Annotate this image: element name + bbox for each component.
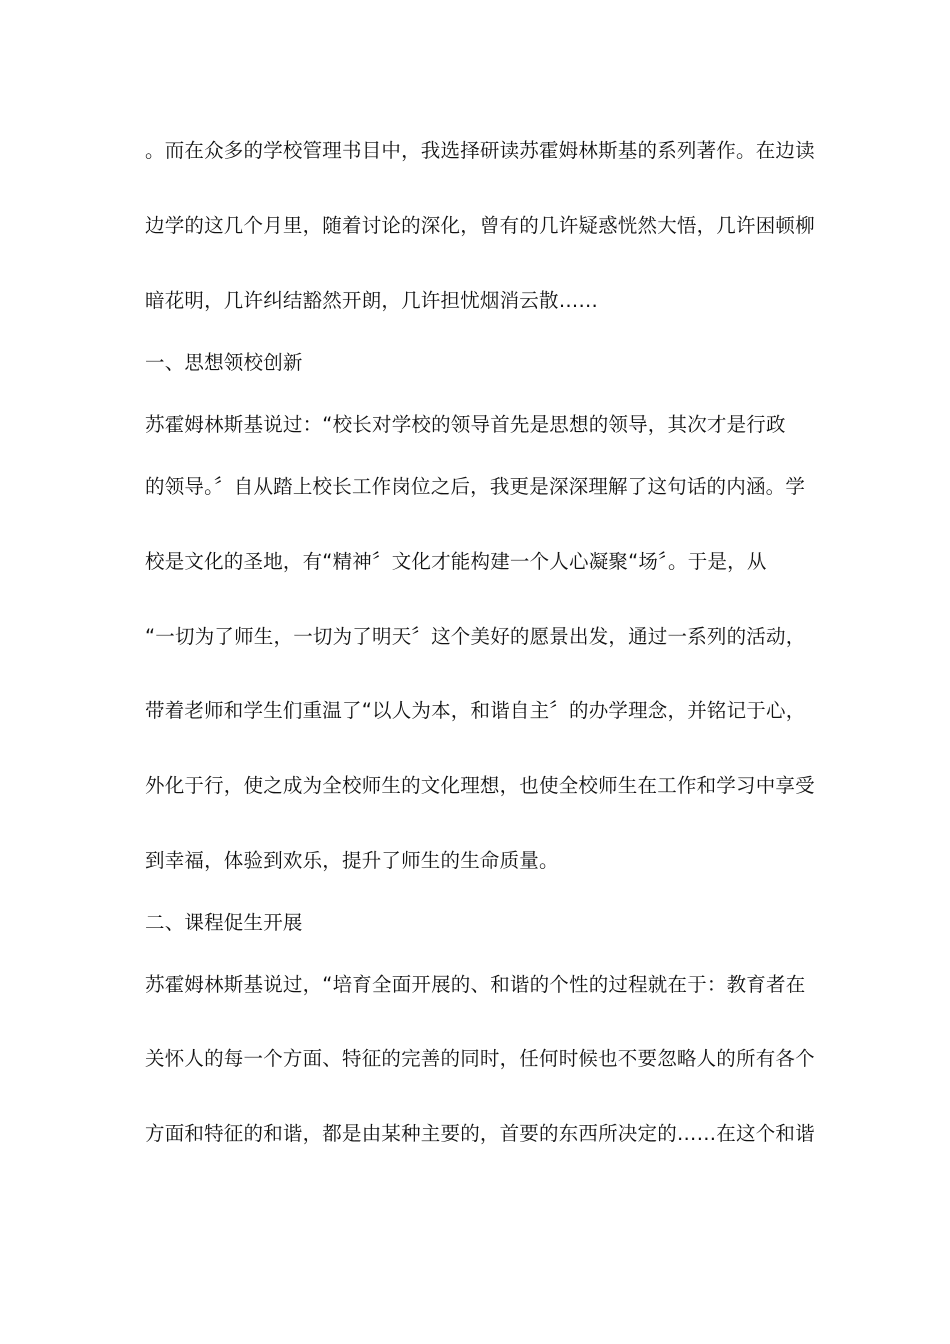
paragraph-line-13: 方面和特征的和谐，都是由某种主要的，首要的东西所决定的……在这个和谐 <box>145 1122 815 1145</box>
paragraph-line-9: 外化于行，使之成为全校师生的文化理想，也使全校师生在工作和学习中享受 <box>145 774 815 797</box>
paragraph-line-7: “一切为了师生，一切为了明天〞这个美好的愿景出发，通过一系列的活动， <box>145 625 806 648</box>
paragraph-line-3: 暗花明，几许纠结豁然开朗，几许担忧烟消云散…… <box>145 289 599 312</box>
paragraph-line-2: 边学的这几个月里，随着讨论的深化，曾有的几许疑惑恍然大悟，几许困顿柳 <box>145 214 815 237</box>
paragraph-line-8: 带着老师和学生们重温了“以人为本，和谐自主〞的办学理念，并铭记于心， <box>145 699 806 722</box>
paragraph-line-4: 苏霍姆林斯基说过：“校长对学校的领导首先是思想的领导，其次才是行政 <box>145 413 786 436</box>
paragraph-line-1: 。而在众多的学校管理书目中，我选择研读苏霍姆林斯基的系列著作。在边读 <box>145 139 815 162</box>
paragraph-line-11: 苏霍姆林斯基说过，“培育全面开展的、和谐的个性的过程就在于：教育者在 <box>145 973 806 996</box>
paragraph-line-12: 关怀人的每一个方面、特征的完善的同时，任何时候也不要忽略人的所有各个 <box>145 1047 815 1070</box>
section-heading-2: 二、课程促生开展 <box>145 911 303 934</box>
section-heading-1: 一、思想领校创新 <box>145 351 303 374</box>
paragraph-line-10: 到幸福，体验到欢乐，提升了师生的生命质量。 <box>145 849 559 872</box>
paragraph-line-6: 校是文化的圣地，有“精神〞文化才能构建一个人心凝聚“场〞。于是，从 <box>145 550 767 573</box>
paragraph-line-5: 的领导。〞自从踏上校长工作岗位之后，我更是深深理解了这句话的内涵。学 <box>145 475 806 498</box>
